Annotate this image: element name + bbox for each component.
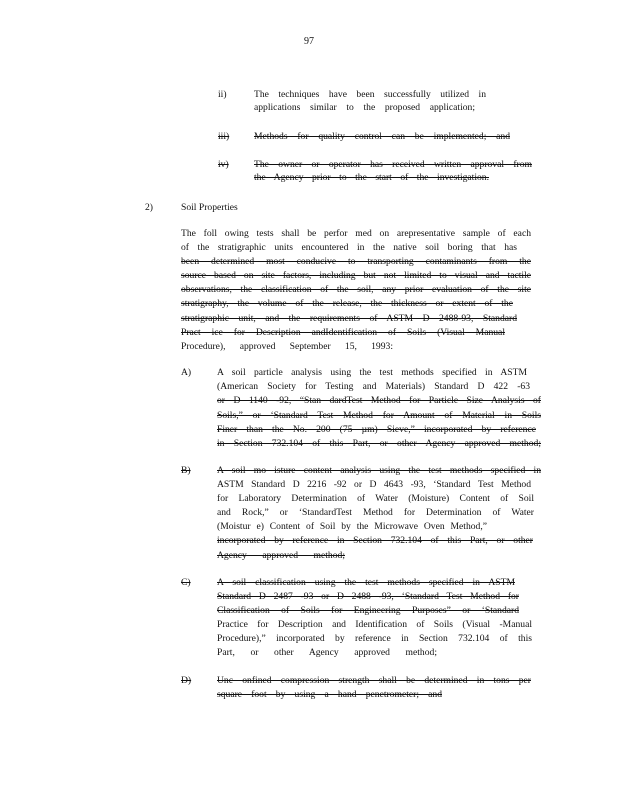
subitem-b-line: Agency approved method; bbox=[217, 549, 345, 561]
subitem-d-line: square foot by using a hand penetrometer; and bbox=[217, 689, 442, 701]
intro-line: source based on site factors, including but not limited to visual and tactile bbox=[181, 270, 531, 282]
subitem-a-text bbox=[217, 366, 541, 451]
section-number: 2) bbox=[145, 202, 153, 213]
intro-line: observations, the classification of the soil, any prior evaluation of the site bbox=[181, 284, 531, 296]
subitem-b-line: A soil mo isture content analysis using the test methods specified in bbox=[217, 465, 541, 476]
subitem-d-line: Unc onfined compression strength shall be determined in tons per bbox=[217, 675, 531, 686]
intro-line: stratigraphy, the volume of the release, the thickness or extent of the bbox=[181, 298, 513, 310]
subitem-c-marker: C) bbox=[181, 577, 191, 588]
subitem-b-line: ASTM Standard D 2216 -92 or D 4643 -93, ‘Standard Test Method bbox=[217, 479, 531, 491]
intro-line: of the stratigraphic units encountered in the native soil boring that has bbox=[181, 242, 517, 254]
item-iii-marker: iii) bbox=[218, 131, 230, 142]
subitem-a-marker: A) bbox=[181, 367, 192, 378]
subitem-b-line: for Laboratory Determination of Water (Moisture) Content of Soil bbox=[217, 493, 534, 505]
intro-line: been determined most conducive to transporting contaminants from the bbox=[181, 256, 531, 268]
intro-line: Pract ice for Description andIdentification of Soils (Visual Manual bbox=[181, 326, 505, 338]
subitem-a-line: in Section 732.104 of this Part, or other Agency approved method; bbox=[217, 438, 541, 450]
item-ii-text bbox=[254, 88, 486, 114]
item-iv-line: the Agency prior to the start of the investigation. bbox=[254, 172, 489, 183]
item-ii-marker: ii) bbox=[218, 89, 227, 100]
subitem-c-line: Procedure),” incorporated by reference in Section 732.104 of this bbox=[217, 633, 532, 645]
item-iii-line: Methods for quality control can be implemented; and bbox=[254, 131, 510, 142]
subitem-c-line: Part, or other Agency approved method; bbox=[217, 647, 437, 659]
item-iv-marker: iv) bbox=[218, 159, 229, 170]
subitem-c-text bbox=[217, 576, 541, 661]
intro-line: The foll owing tests shall be perfor med on arepresentative sample of each bbox=[181, 228, 531, 239]
subitem-c-line: Classification of Soils for Engineering Purposes” or ‘Standard bbox=[217, 605, 519, 617]
intro-line: stratigraphic unit, and the requirements of ASTM D 2488-93, Standard bbox=[181, 312, 517, 324]
item-ii-line: applications similar to the proposed application; bbox=[254, 102, 475, 113]
subitem-d-text bbox=[217, 674, 541, 702]
item-iv-text bbox=[254, 158, 532, 184]
subitem-c-line: Practice for Description and Identification of Soils (Visual -Manual bbox=[217, 619, 532, 631]
subitem-b-line: incorporated by reference in Section 732.104 of this Part, or other bbox=[217, 535, 533, 547]
subitem-a-line: or D 1140 -92, “Stan dardTest Method for Particle Size Analysis of bbox=[217, 395, 541, 407]
page-number: 97 bbox=[304, 36, 314, 47]
subitem-a-line: A soil particle analysis using the test methods specified in ASTM bbox=[217, 367, 527, 378]
intro-line: Procedure), approved September 15, 1993: bbox=[181, 340, 393, 352]
item-iii-text bbox=[254, 130, 510, 143]
item-iv-line: The owner or operator has received written approval from bbox=[254, 159, 532, 170]
subitem-c-line: Standard D 2487 -93 or D 2488 -93, ‘Standard Test Method for bbox=[217, 591, 519, 603]
subitem-b-line: (Moistur e) Content of Soil by the Microwave Oven Method,” bbox=[217, 521, 487, 533]
subitem-b-text bbox=[217, 464, 541, 563]
subitem-a-line: Soils,” or ‘Standard Test Method for Amount of Material in Soils bbox=[217, 409, 541, 421]
subitem-a-line: Finer than the No. 200 (75 µm) Sieve,” incorporated by reference bbox=[217, 423, 536, 435]
section-intro bbox=[181, 227, 531, 354]
subitem-a-line: (American Society for Testing and Materials) Standard D 422 -63 bbox=[217, 381, 530, 393]
item-ii-line: The techniques have been successfully utilized in bbox=[254, 89, 486, 100]
subitem-c-line: A soil classification using the test methods specified in ASTM bbox=[217, 577, 515, 588]
subitem-b-line: and Rock,” or ‘StandardTest Method for Determination of Water bbox=[217, 507, 534, 519]
subitem-b-marker: B) bbox=[181, 465, 191, 476]
subitem-d-marker: D) bbox=[181, 675, 192, 686]
section-heading: Soil Properties bbox=[181, 202, 238, 213]
